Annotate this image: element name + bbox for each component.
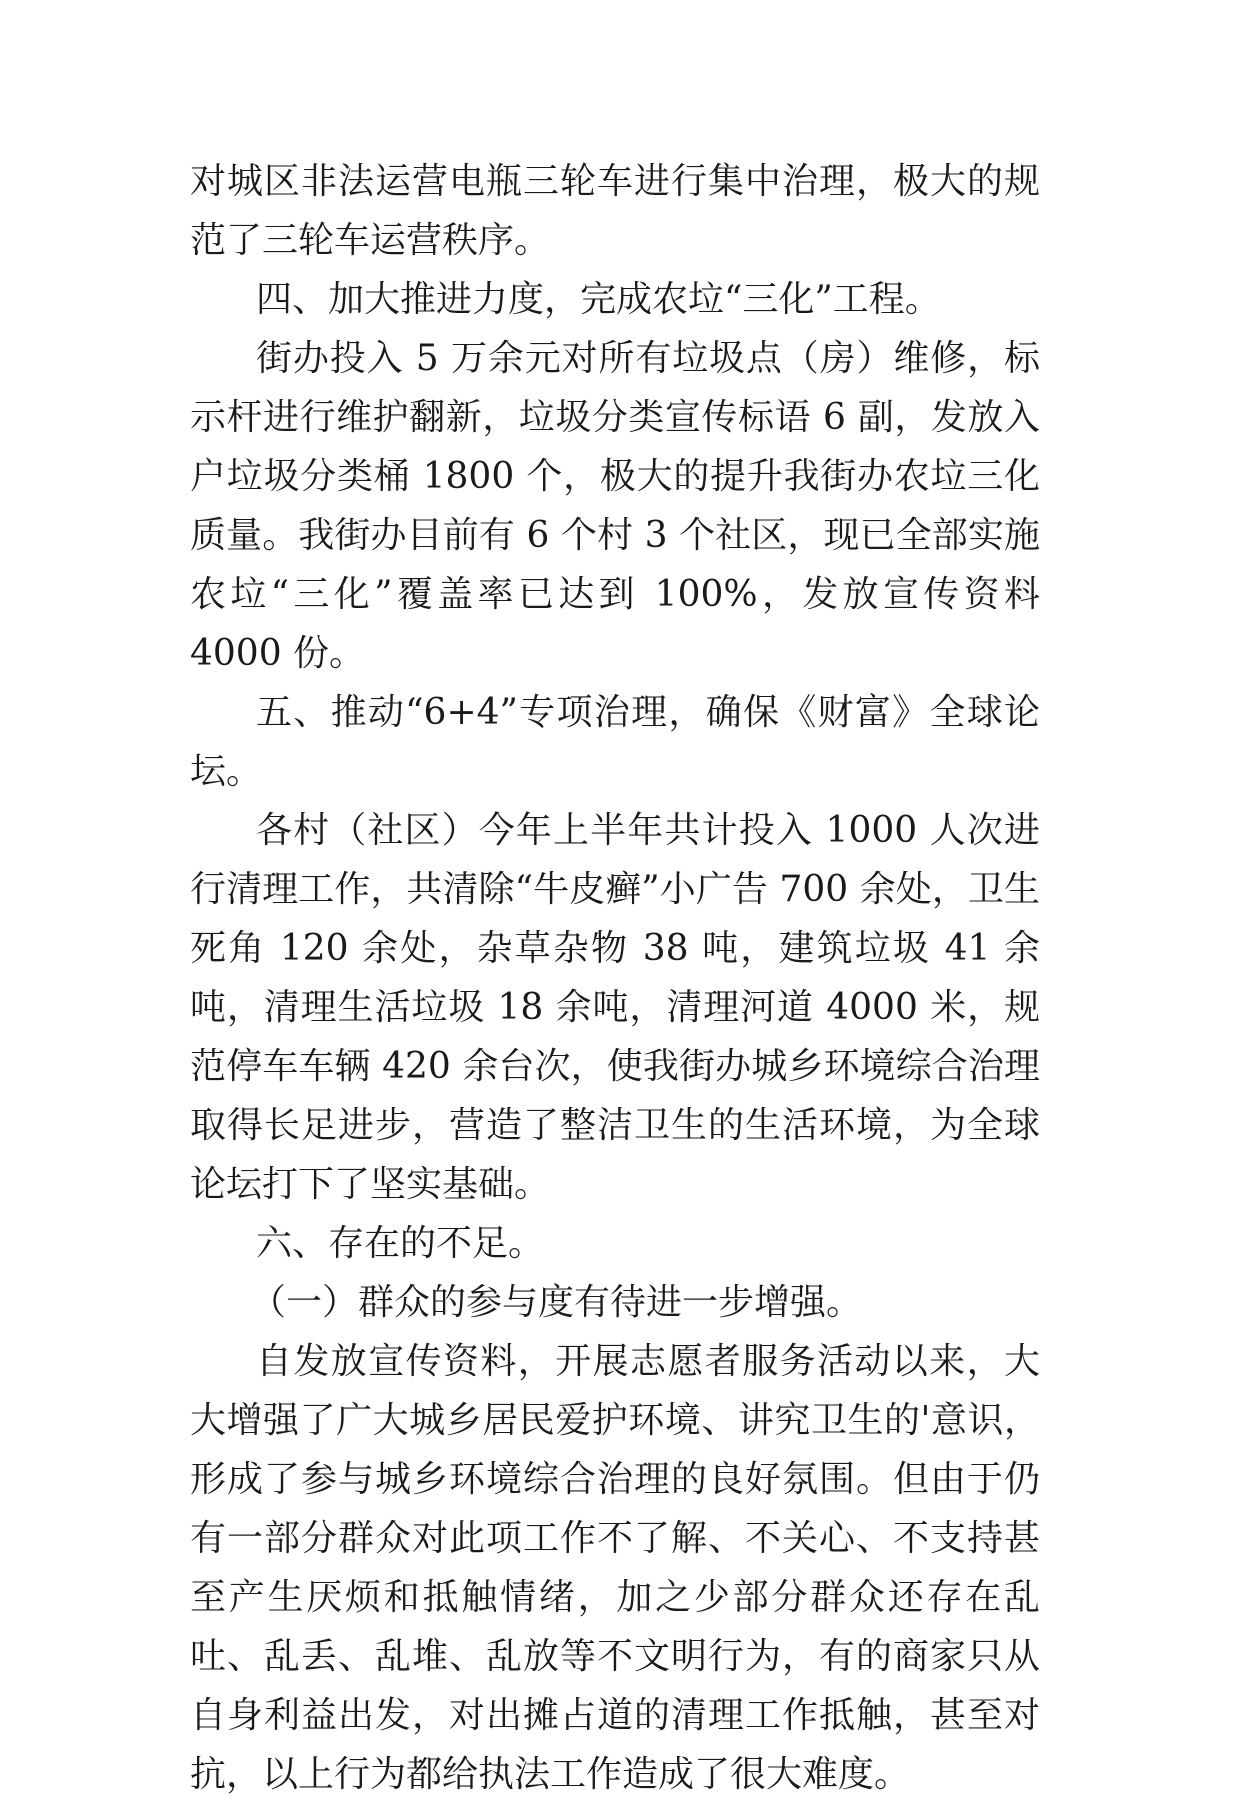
section-heading-4: 四、加大推进力度，完成农垃“三化”工程。 (256, 279, 941, 320)
paragraph-body: 街办投入 5 万余元对所有垃圾点（房）维修，标示杆进行维护翻新，垃圾分类宣传标语 6 副，发放入户垃圾分类桶 1800 个，极大的提升我街办农垃三化质量。我街办目前有 6 个村 3 个社区，现已全部实施农垃“三化”覆盖率已达到 100%，发放宣传资料 4000 份。 (190, 338, 1040, 674)
section-heading-5: 五、推动“6+4”专项治理，确保《财富》全球论坛。 (190, 692, 1040, 792)
section-heading-6: 六、存在的不足。 (256, 1223, 545, 1264)
paragraph-body: 自发放宣传资料，开展志愿者服务活动以来，大大增强了广大城乡居民爱护环境、讲究卫生的'意识，形成了参与城乡环境综合治理的良好氛围。但由于仍有一部分群众对此项工作不了解、不关心、不支持甚至产生厌烦和抵触情绪，加之少部分群众还存在乱吐、乱丢、乱堆、乱放等不文明行为，有的商家只从自身利益出发，对出摊占道的清理工作抵触，甚至对抗，以上行为都给执法工作造成了很大难度。 (190, 1341, 1040, 1795)
document-page (190, 152, 1040, 1804)
paragraph-continuation: 对城区非法运营电瓶三轮车进行集中治理，极大的规范了三轮车运营秩序。 (190, 161, 1040, 261)
paragraph-body: 各村（社区）今年上半年共计投入 1000 人次进行清理工作，共清除“牛皮癣”小广告 700 余处，卫生死角 120 余处，杂草杂物 38 吨，建筑垃圾 41 余吨，清理生活垃圾 18 余吨，清理河道 4000 米，规范停车车辆 420 余台次，使我街办城乡环境综合治理取得长足进步，营造了整洁卫生的生活环境，为全球论坛打下了坚实基础。 (190, 810, 1040, 1205)
subsection-heading-1: （一）群众的参与度有待进一步增强。 (250, 1282, 863, 1323)
